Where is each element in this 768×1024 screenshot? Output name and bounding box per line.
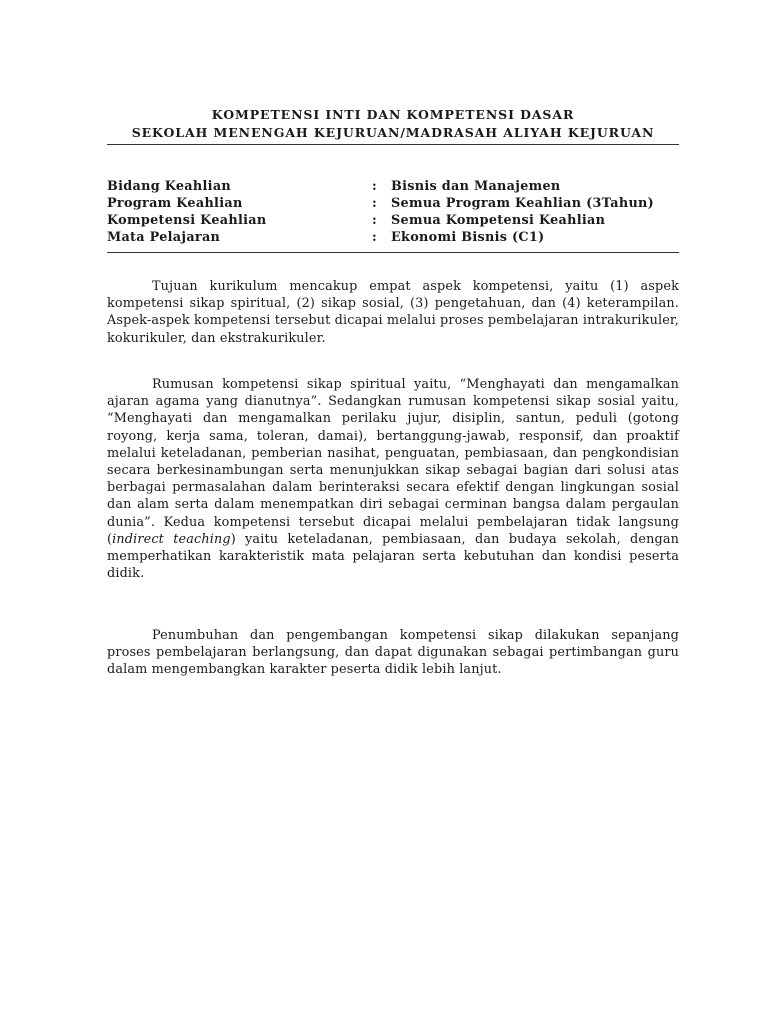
info-label: Program Keahlian (107, 196, 243, 211)
paragraph-text: Rumusan kompetensi sikap spiritual yaitu, “Menghayati dan mengamalkan ajaran agama yang dianutnya”. Sedangkan rumusan kompetensi sikap sosial yaitu, “Menghayati dan mengamalkan perilaku jujur, disiplin, santun, peduli (gotong royong, kerja sama, toleran, damai), bertanggung-jawab, responsif, dan proaktif melalui keteladanan, pemberian nasihat, penguatan, pembiasaan, dan pengkondisian secara berkesinambungan serta menunjukkan sikap sebagai bagian dari solusi atas berbagai permasalahan dalam berinteraksi secara efektif dengan lingkungan sosial dan alam serta dalam menempatkan diri sebagai cerminan bangsa dalam pergaulan dunia”. Kedua kompetensi tersebut dicapai melalui pembelajaran tidak langsung ( (107, 377, 679, 547)
paragraph-italic-term: indirect teaching (112, 531, 231, 547)
info-row-program-keahlian (107, 196, 679, 213)
info-row-mata-pelajaran (107, 230, 679, 247)
info-value: Bisnis dan Manajemen (391, 179, 561, 194)
info-value: Semua Program Keahlian (3Tahun) (391, 196, 655, 211)
info-colon: : (372, 196, 378, 211)
info-label: Bidang Keahlian (107, 179, 232, 194)
paragraph-text: ) yaitu keteladanan, pembiasaan, dan budaya sekolah, dengan memperhatikan karakteristik mata pelajaran serta kebutuhan dan kondisi peserta didik. (107, 531, 679, 582)
paragraph-rumusan-kompetensi (107, 376, 679, 582)
paragraph-tujuan-kurikulum: Tujuan kurikulum mencakup empat aspek kompetensi, yaitu (1) aspek kompetensi sikap spiritual, (2) sikap sosial, (3) pengetahuan, dan (4) keterampilan. Aspek-aspek kompetensi tersebut dicapai melalui proses pembelajaran intrakurikuler, kokurikuler, dan ekstrakurikuler. (107, 279, 680, 346)
info-row-kompetensi-keahlian (107, 213, 679, 230)
info-value: Ekonomi Bisnis (C1) (391, 230, 545, 245)
info-row-bidang-keahlian (107, 179, 679, 196)
info-table (107, 179, 679, 247)
paragraph-penumbuhan-kompetensi: Penumbuhan dan pengembangan kompetensi sikap dilakukan sepanjang proses pembelajaran berlangsung, dan dapat digunakan sebagai pertimbangan guru dalam mengembangkan karakter peserta didik lebih lanjut. (107, 628, 679, 678)
title-divider (107, 144, 679, 145)
info-colon: : (372, 230, 378, 245)
info-label: Kompetensi Keahlian (107, 213, 267, 228)
info-colon: : (372, 179, 378, 194)
document-title-line-1: KOMPETENSI INTI DAN KOMPETENSI DASAR (211, 107, 575, 122)
document-title-line-2: SEKOLAH MENENGAH KEJURUAN/MADRASAH ALIYAH KEJURUAN (131, 125, 655, 140)
info-value: Semua Kompetensi Keahlian (391, 213, 606, 228)
info-colon: : (372, 213, 378, 228)
info-divider (107, 252, 679, 253)
info-label: Mata Pelajaran (107, 230, 221, 245)
